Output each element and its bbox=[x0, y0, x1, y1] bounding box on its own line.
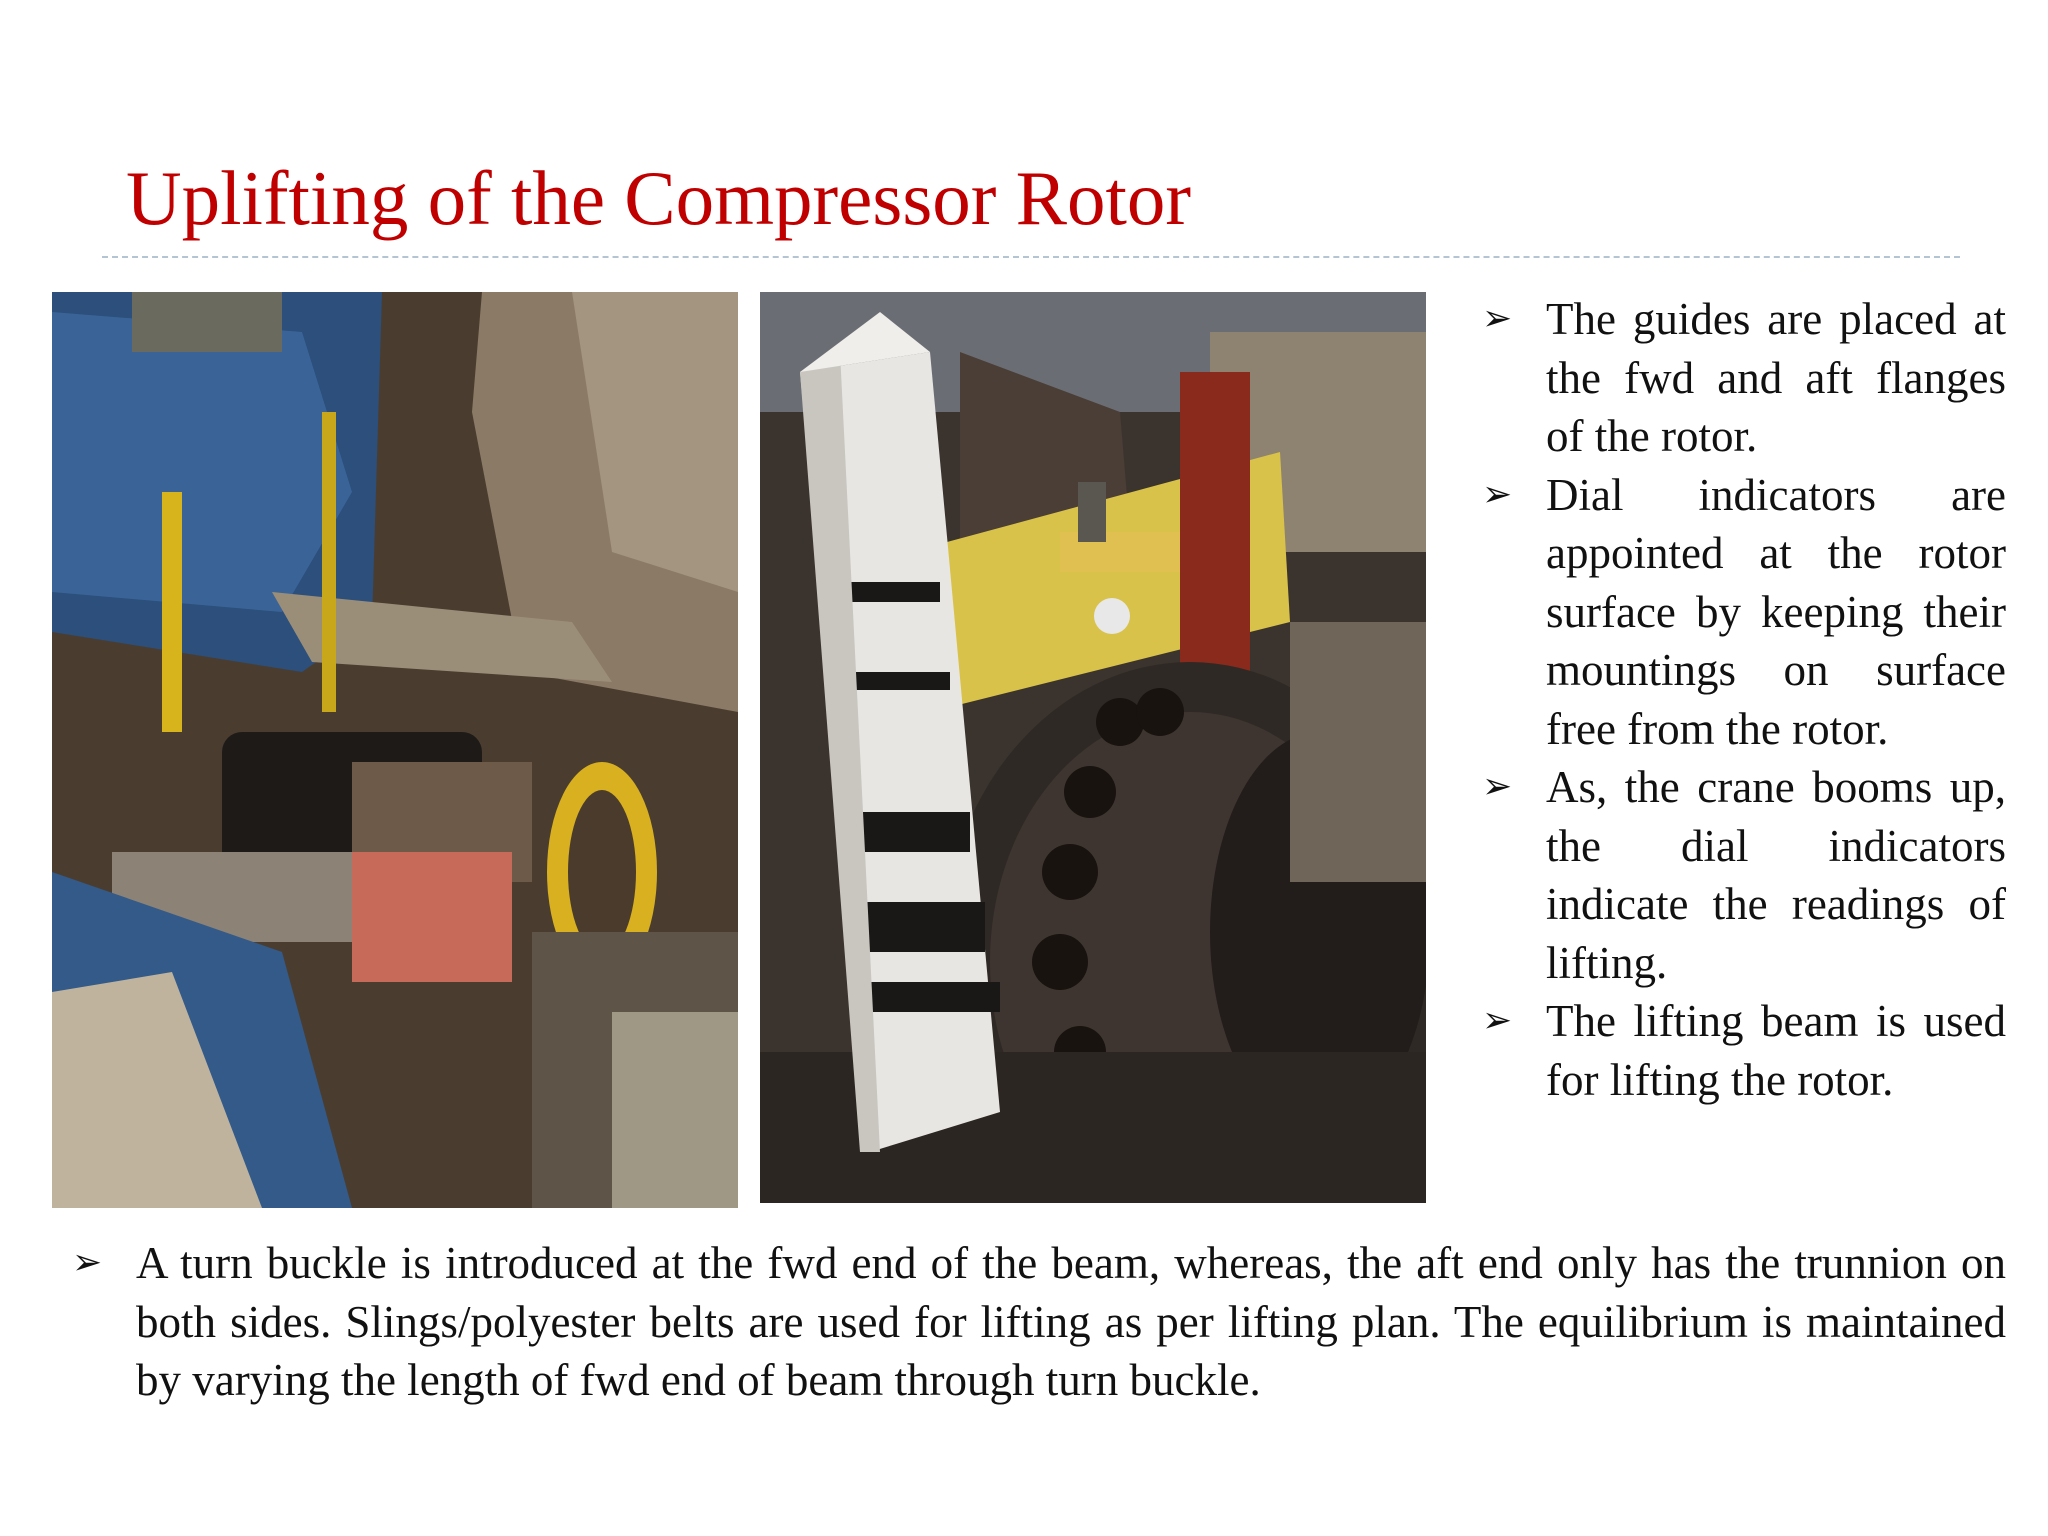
bullet-text: The lifting beam is used for lifting the rotor. bbox=[1546, 996, 2006, 1105]
arrow-right-icon: ➢ bbox=[1482, 298, 1513, 339]
slide-title: Uplifting of the Compressor Rotor bbox=[126, 155, 1192, 241]
bullet-text: As, the crane booms up, the dial indicators indicate the readings of lifting. bbox=[1546, 762, 2006, 988]
arrow-right-icon: ➢ bbox=[1482, 473, 1513, 515]
arrow-right-icon: ➢ bbox=[1482, 1000, 1513, 1041]
bullet-text: A turn buckle is introduced at the fwd end of the beam, whereas, the aft end only has the trunnion on both sides. Slings/polyester belts are used for lifting as per lifting plan. The equilibrium is maintained by varying the length of fwd end of beam through turn buckle. bbox=[136, 1238, 2006, 1405]
arrow-right-icon: ➢ bbox=[72, 1242, 103, 1283]
list-item bbox=[1482, 992, 2006, 1109]
list-item bbox=[72, 1234, 2006, 1410]
bullet-text: Dial indicators are appointed at the rotor surface by keeping their mountings on surface free from the rotor. bbox=[1546, 469, 2006, 754]
arrow-right-icon: ➢ bbox=[1482, 766, 1513, 807]
bottom-bullet-list bbox=[72, 1234, 2006, 1410]
title-divider bbox=[102, 256, 1960, 258]
photo-dial-indicator bbox=[760, 292, 1426, 1203]
list-item bbox=[1482, 466, 2006, 759]
list-item bbox=[1482, 758, 2006, 992]
photo-compressor-rotor-image bbox=[52, 292, 738, 1208]
side-bullet-list bbox=[1482, 290, 2006, 1109]
photo-dial-indicator-image bbox=[760, 292, 1426, 1203]
list-item bbox=[1482, 290, 2006, 466]
bullet-text: The guides are placed at the fwd and aft flanges of the rotor. bbox=[1546, 294, 2006, 461]
photo-compressor-rotor bbox=[52, 292, 738, 1208]
